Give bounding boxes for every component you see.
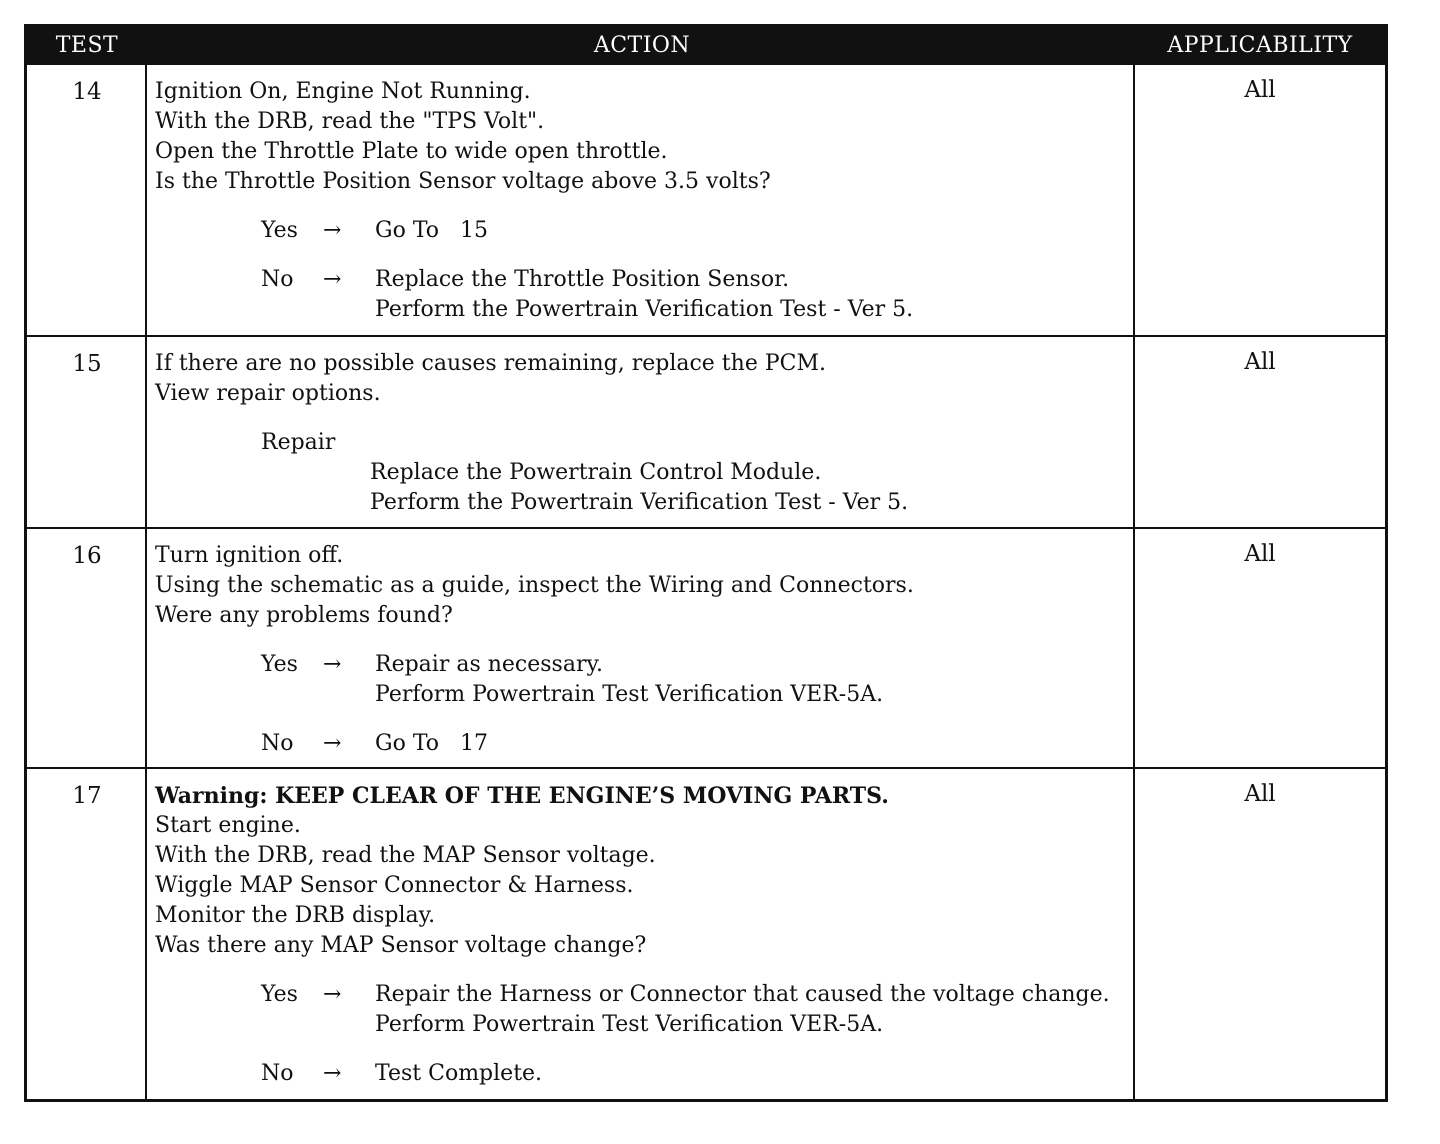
repair-label: Repair [261, 430, 336, 455]
table-row [27, 337, 1385, 527]
yes-label: Yes [261, 218, 298, 243]
action-line: Using the schematic as a guide, inspect the Wiring and Connectors. [155, 573, 914, 598]
test-number: 17 [72, 783, 102, 809]
goto-text: Go To [375, 731, 440, 756]
applicability-value: All [1244, 781, 1276, 807]
action-line: Is the Throttle Position Sensor voltage above 3.5 volts? [155, 169, 771, 194]
right-arrow-icon: → [323, 1061, 342, 1086]
right-arrow-icon: → [323, 652, 342, 677]
action-cell [155, 781, 1127, 1089]
goto-target: 17 [460, 731, 489, 756]
header-action: ACTION [593, 33, 691, 58]
branch-continuation: Perform Powertrain Test Verification VER-5A. [375, 1012, 884, 1037]
action-line: Wiggle MAP Sensor Connector & Harness. [155, 873, 634, 898]
repair-step: Replace the Powertrain Control Module. [370, 460, 822, 485]
action-line: Ignition On, Engine Not Running. [155, 79, 531, 104]
action-line: With the DRB, read the MAP Sensor voltage. [155, 843, 656, 868]
no-branch [155, 729, 1127, 759]
action-cell [155, 77, 1127, 325]
right-arrow-icon: → [323, 731, 342, 756]
action-line: Open the Throttle Plate to wide open throttle. [155, 139, 668, 164]
no-branch [155, 265, 1127, 295]
header-applicability: APPLICABILITY [1167, 33, 1353, 58]
diagnostic-test-table [24, 24, 1388, 1102]
no-label: No [261, 267, 294, 292]
action-line: Were any problems found? [155, 603, 453, 628]
repair-step: Perform the Powertrain Verification Test - Ver 5. [370, 490, 909, 515]
applicability-value: All [1244, 541, 1276, 567]
header-test: TEST [55, 33, 119, 58]
action-line: If there are no possible causes remaining, replace the PCM. [155, 351, 826, 376]
test-number: 14 [72, 79, 102, 105]
branch-continuation: Perform the Powertrain Verification Test - Ver 5. [375, 297, 914, 322]
table-row [27, 769, 1385, 1099]
action-line: Start engine. [155, 813, 301, 838]
yes-branch [155, 216, 1127, 246]
action-line: Turn ignition off. [155, 543, 344, 568]
applicability-value: All [1244, 77, 1276, 103]
branch-result: Repair the Harness or Connector that caused the voltage change. [375, 982, 1110, 1007]
yes-branch [155, 650, 1127, 680]
branch-result: Test Complete. [375, 1061, 543, 1086]
right-arrow-icon: → [323, 218, 342, 243]
action-line: Monitor the DRB display. [155, 903, 436, 928]
branch-result: Repair as necessary. [375, 652, 603, 677]
action-cell [155, 349, 1127, 518]
action-line: Was there any MAP Sensor voltage change? [155, 933, 647, 958]
table-header [27, 27, 1385, 65]
no-label: No [261, 1061, 294, 1086]
action-line: View repair options. [155, 381, 381, 406]
goto-text: Go To [375, 218, 440, 243]
test-number: 15 [72, 351, 102, 377]
applicability-value: All [1244, 349, 1276, 375]
yes-label: Yes [261, 982, 298, 1007]
yes-label: Yes [261, 652, 298, 677]
no-label: No [261, 731, 294, 756]
yes-branch [155, 980, 1127, 1010]
branch-result [375, 216, 488, 246]
branch-result [375, 729, 488, 759]
table-row [27, 529, 1385, 767]
test-number: 16 [72, 543, 102, 569]
branch-continuation: Perform Powertrain Test Verification VER-5A. [375, 682, 884, 707]
branch-result: Replace the Throttle Position Sensor. [375, 267, 790, 292]
right-arrow-icon: → [323, 982, 342, 1007]
goto-target: 15 [460, 218, 489, 243]
table-row [27, 65, 1385, 335]
warning-text: Warning: KEEP CLEAR OF THE ENGINE’S MOVING PARTS. [155, 783, 889, 809]
right-arrow-icon: → [323, 267, 342, 292]
action-line: With the DRB, read the "TPS Volt". [155, 109, 545, 134]
no-branch [155, 1059, 1127, 1089]
action-cell [155, 541, 1127, 759]
